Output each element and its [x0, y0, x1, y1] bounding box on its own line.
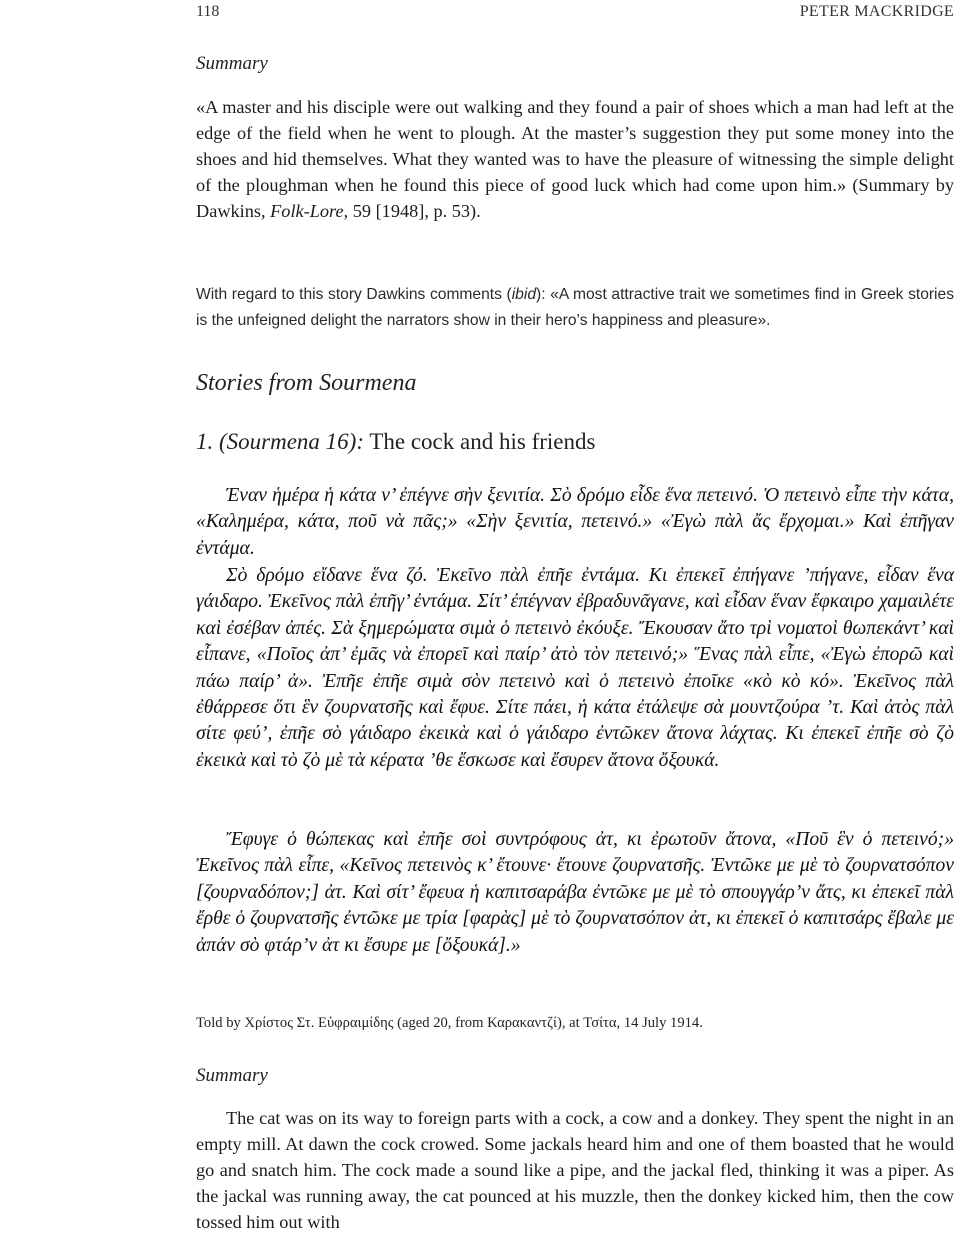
- summary-heading-2: Summary: [196, 1065, 268, 1086]
- told-by-line: Told by Χρίστος Στ. Εὐφραιμίδης (aged 20, from Καρακαντζί), at Τσίτα, 14 July 1914.: [196, 1015, 703, 1031]
- greek-paragraph-1: Έναν ἡμέρα ἡ κάτα ν’ ἐπέγνε σὴν ξενιτία. Σὸ δρόμο εἶδε ἕνα πετεινό. Ὁ πετεινὸ εἶπε τὴν κάτα, «Καλημέρα, κάτα, ποῦ νὰ πᾶς;» «Σὴν ξενιτία, πετεινό.» «Ἐγὼ πὰλ ἄς ἔρχομαι.» Καὶ ἐπῆγαν ἐντάμα.: [196, 485, 954, 559]
- summary-paragraph-2: The cat was on its way to foreign parts with a cock, a cow and a donkey. They spent the night in an empty mill. At dawn the cock crowed. Some jackals heard him and one of them boasted that he would go and snatch him. The cock made a sound like a pipe, and the jackal fled, thinking it was a piper. As the jackal was running away, the cat pounced at his muzzle, then the donkey kicked him, then the cow tossed him out with: [196, 1108, 954, 1232]
- dawkins-comment: With regard to this story Dawkins comments (ibid): «A most attractive trait we sometimes find in Greek stories is the unfeigned delight the narrators show in their hero’s happiness and pleasure».: [196, 286, 954, 329]
- ibid: ibid: [511, 286, 536, 303]
- journal-title: Folk-Lore: [270, 200, 344, 221]
- summary-paragraph: «A master and his disciple were out walking and they found a pair of shoes which a man had left at the edge of the field when he went to plough. At the master’s suggestion they put some money into the shoes and hid themselves. What they wanted was to have the pleasure of witnessing the simple delight of the ploughman when he found this piece of good luck which had come upon him.» (Summary by Dawkins, Folk-Lore, 59 [1948], p. 53).: [196, 97, 954, 221]
- story-number: 1. (Sourmena 16):: [196, 429, 364, 454]
- greek-paragraph-3: Ἔφυγε ὁ θώπεκας καὶ ἐπῆε σοὶ συντρόφους ἀτ, κι ἐρωτοῦν ἄτονα, «Ποῦ ἓν ὁ πετεινό;» Ἐκεῖνος πὰλ εἶπε, «Κεῖνος πετεινὸς κ’ ἔτουνε· ἔτουνε ζουρνατσῆς. Ἐντῶκε με μὲ τὸ ζουρνατσόπον [ζουρναδόπον;] ἀτ. Καὶ σίτ’ ἔφευα ἡ καπιτσαράβα ἐντῶκε με μὲ τὸ σπουγγάρ’ν ἄτς, κι ἐπεκεῖ πὰλ ἔρθε ὁ ζουρνατσῆς ἐντῶκε με τρία [φαρὰς] μὲ τὸ ζουρνατσόπον ἀτ, κι ἐπεκεῖ ὁ καπιτσάρς ἔβαλε με ἀπάν σὸ φτάρ’ν ἀτ κι ἔσυρε με [ὄξουκά].»: [196, 829, 954, 956]
- story-heading: [196, 429, 595, 455]
- running-head-author: PETER MACKRIDGE: [799, 3, 954, 20]
- page-number: 118: [196, 3, 220, 20]
- story-title: The cock and his friends: [369, 429, 596, 454]
- section-title: Stories from Sourmena: [196, 370, 417, 396]
- greek-paragraph-2: Σὸ δρόμο εἴδανε ἕνα ζό. Ἐκεῖνο πὰλ ἐπῆε ἐντάμα. Κι ἐπεκεῖ ἐπήγανε ’πήγανε, εἶδαν ἕνα γάιδαρο. Ἐκεῖνος πὰλ ἐπῆγ’ ἐντάμα. Σίτ’ ἐπέγναν ἐβραδυνᾶγανε, καὶ εἶδαν ἕναν ἔφκαιρο χαμαιλέτε καὶ ἐσέβαν ἀπές. Σὰ ξημερώματα σιμὰ ὁ πετεινὸ ἐκόυξε. Ἔκουσαν ἄτο τρὶ νοματοὶ θωπεκάντ’ καὶ εἶπανε, «Ποῖος ἀπ’ ἐμᾶς νὰ ἐπορεῖ καὶ παίρ’ ἀτὸ τὸν πετεινό;» Ἕνας πὰλ εἶπε, «Ἐγὼ ἐπορῶ καὶ πάω παίρ’ ἀ». Ἐπῆε ἐπῆε σιμὰ σὸν πετεινὸ καὶ ὁ πετεινὸ ἐποῖκε «κὸ κὸ κό». Ἐκεῖνος πὰλ ἐθάρρεσε ὅτι ἓν ζουρνατσῆς καὶ ἔφυε. Σίτε πάει, ἡ κάτα ἐτάλεψε σὰ μουντζούρα ’τ. Καὶ ἀτὸς πὰλ σίτε φεύ’, ἐπῆε σὸ γάιδαρο ἐκεικὰ καὶ ὁ γάιδαρο ἐντῶκεν ἄτονα λάχτας. Κι ἐπεκεῖ ἐπῆε σὸ ζὸ ἐκεικὰ καὶ τὸ ζὸ μὲ τὰ κέρατα ’θε ἔσκωσε καὶ ἔσυρεν ἄτονα ὄξουκά.: [196, 565, 954, 771]
- summary-heading: Summary: [196, 53, 268, 74]
